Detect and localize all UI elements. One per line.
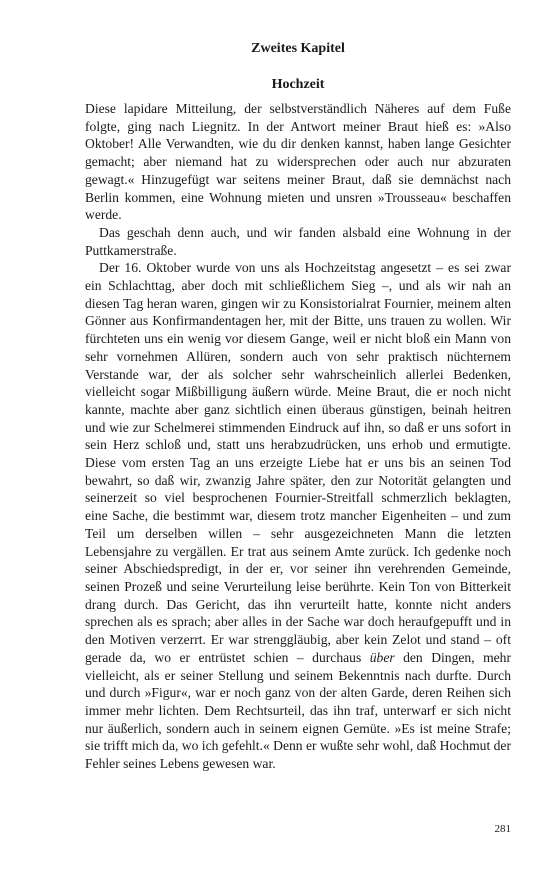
page-number: 281 xyxy=(494,823,511,835)
body-text xyxy=(85,100,511,773)
emphasis-word: über xyxy=(369,649,395,665)
chapter-title: Zweites Kapitel xyxy=(251,41,345,56)
paragraph-1: Diese lapidare Mitteilung, der selbstverständlich Näheres auf dem Fuße folgte, ging nach Liegnitz. In der Antwort meiner Braut hieß es: »Also Oktober! Alle Verwandten, wie du dir denken kannst, haben lange Gesichter gemacht; aber niemand hat zu widersprechen oder auch nur abzuraten gewagt.« Hinzugefügt war seitens meiner Braut, daß sie demnächst nach Berlin kommen, eine Wohnung mieten und unsren »Trousseau« beschaffen werde. xyxy=(85,101,511,223)
paragraph-2: Das geschah denn auch, und wir fanden alsbald eine Wohnung in der Puttkamerstraße. xyxy=(85,224,511,258)
section-title: Hochzeit xyxy=(271,77,325,92)
paragraph-3: Der 16. Oktober wurde von uns als Hochzeitstag angesetzt – es sei zwar ein Schlachttag, aber doch mit schließlichem Sieg –, und als wir nah an diesen Tag heran waren, gingen wir zu Konsistorialrat Fournier, meinem alten Gönner aus Konfirmandentagen her, mit der Bitte, uns trauen zu wollen. Wir fürchteten uns ein wenig vor diesem Gange, weil er nicht bloß ein Mann von sehr vornehmen Allüren, sondern auch von sehr praktisch nüchternem Verstande war, der als solcher sehr wahrscheinlich allerlei Bedenken, vielleicht sogar Mißbilligung äußern würde. Meine Braut, die er noch nicht kannte, machte aber ganz sichtlich einen überaus günstigen, beinah heitren und wie zur Schelmerei stimmenden Eindruck auf ihn, so daß er uns sofort in sein Herz schloß und, statt uns herabzudrücken, uns erhob und ermutigte. Diese vom ersten Tag an uns erzeigte Liebe hat er uns bis an seinen Tod bewahrt, so daß wir, zwanzig Jahre später, den zur Notorität gelangten und seinerzeit so viel besprochenen Fournier-Streitfall schmerzlich beklagten, eine Sache, die bestimmt war, diesem trotz mancher Eigenheiten – und zum Teil um derselben willen – sehr ausgezeichneten Mann die letzten Lebensjahre zu vergällen. Er trat aus seinem Amte zurück. Ich gedenke noch seiner Abschiedspredigt, in der er, vor seiner ihn verehrenden Gemeinde, seinen Prozeß und seine Verurteilung leise berührte. Kein Ton von Bitterkeit drang durch. Das Gericht, das ihn verurteilt hatte, konnte nicht anders sprechen als es sprach; aber alles in der Sache war doch heraufgepufft und in den Motiven verzerrt. Er war strenggläubig, aber kein Zelot und stand – oft gerade da, wo er entrüstet schien – durchaus über den Dingen, mehr vielleicht, als er seiner Stellung und seinem Bekenntnis nach durfte. Durch und durch »Figur«, war er noch ganz von der alten Garde, deren Reihen sich immer mehr lichten. Dem Rechtsurteil, das ihn traf, unterwarf er sich nicht nur äußerlich, sondern auch in seinem eignen Gemüte. »Es ist meine Strafe; sie trifft mich da, wo ich gefehlt.« Denn er wußte sehr wohl, daß Hochmut der Fehler seines Lebens gewesen war. xyxy=(85,260,511,772)
book-page xyxy=(85,0,511,880)
